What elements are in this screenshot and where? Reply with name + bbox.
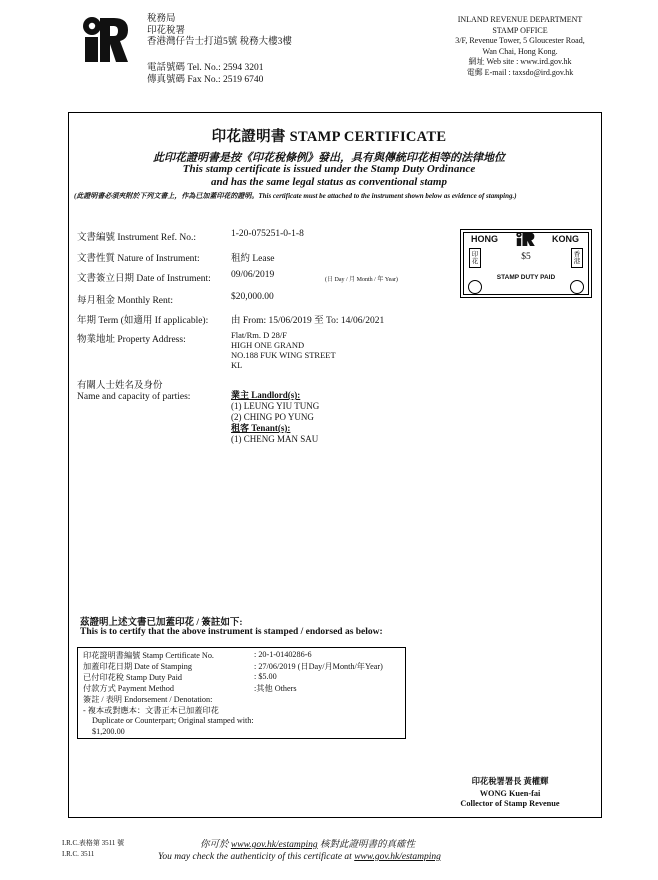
monthly-rent-value: $20,000.00	[231, 292, 274, 302]
address-line-3: NO.188 FUK WING STREET	[231, 350, 336, 360]
header-en-line-3: 3/F, Revenue Tower, 5 Gloucester Road,	[455, 36, 585, 45]
property-address	[231, 330, 336, 370]
duty-paid-value: : $5.00	[254, 672, 277, 681]
authenticity-url-en[interactable]: www.gov.hk/estamping	[354, 852, 441, 862]
endorsement-label: 簽註 / 表明 Endorsement / Denotation:	[83, 695, 213, 704]
parties-label-en: Name and capacity of parties:	[77, 392, 191, 402]
stamp-side-left: 印花	[469, 248, 481, 268]
certificate-subtitle-zh: 此印花證明書是按《印花稅條例》發出，具有與傳統印花相等的法律地位	[153, 152, 505, 164]
certify-statement-en: This is to certify that the above instrument is stamped / endorsed as below:	[80, 627, 383, 637]
address-line-1: Flat/Rm. D 28/F	[231, 330, 287, 340]
instrument-date-value: 09/06/2019	[231, 270, 275, 280]
authenticity-zh	[200, 836, 415, 850]
certificate-subtitle-en-2: and has the same legal status as conventional stamp	[211, 176, 447, 188]
parties-label-zh: 有關人士姓名及身份	[77, 381, 163, 391]
stamp-hong: HONG	[471, 234, 498, 244]
header-zh-block	[147, 14, 292, 49]
landlord-2: (2) CHING PO YUNG	[231, 412, 314, 422]
header-en-line-1: INLAND REVENUE DEPARTMENT	[457, 15, 583, 24]
header-zh-line-1: 稅務局	[147, 14, 176, 24]
stamp-duty-paid-stamp	[460, 229, 592, 298]
collector-name: WONG Kuen-fai	[479, 789, 541, 798]
form-number-zh: I.R.C.表格第 3511 號	[62, 839, 125, 847]
ird-logo	[80, 14, 130, 64]
certificate-title: 印花證明書 STAMP CERTIFICATE	[211, 129, 447, 145]
endorsement-line-1: - 複本或對應本：文書正本已加蓋印花	[83, 706, 219, 715]
header-zh-line-3: 香港灣仔告士打道5號 稅務大樓3樓	[147, 37, 292, 47]
endorsement-line-2: Duplicate or Counterpart; Original stamped with:	[92, 716, 254, 725]
monthly-rent-label: 每月租金 Monthly Rent:	[77, 296, 174, 306]
nature-value: 租約 Lease	[231, 254, 275, 264]
stamp-seal-left-icon	[468, 280, 482, 294]
header-zh-line-2: 印花稅署	[147, 25, 186, 36]
instrument-date-label: 文書簽立日期 Date of Instrument:	[77, 274, 211, 284]
nature-label: 文書性質 Nature of Instrument:	[77, 254, 200, 264]
stamping-date-label: 加蓋印花日期 Date of Stamping	[83, 662, 192, 671]
payment-method-label: 付款方式 Payment Method	[83, 684, 174, 693]
cert-no-value: : 20-1-0140286-6	[254, 650, 312, 659]
stamp-ir-logo-icon	[515, 231, 537, 247]
certificate-note: (此證明書必須夾附於下列文書上，作為已加蓋印花的證明。This certificate must be attached to the instrument shown below as evidence of stamping.)	[74, 192, 517, 200]
landlord-1: (1) LEUNG YIU TUNG	[231, 401, 320, 411]
header-website[interactable]: 網址 Web site : www.ird.gov.hk	[468, 57, 572, 66]
authenticity-zh-pre: 你可於	[200, 840, 231, 850]
header-en-block	[420, 15, 620, 78]
header-fax: 傳真號碼 Fax No.: 2519 6740	[147, 74, 264, 85]
header-en-line-4: Wan Chai, Hong Kong.	[482, 46, 558, 56]
parties-block	[231, 390, 319, 445]
header-en-line-2: STAMP OFFICE	[492, 25, 548, 35]
instrument-ref-value: 1-20-075251-0-1-8	[231, 229, 304, 239]
header-tel: 電話號碼 Tel. No.: 2594 3201	[147, 63, 264, 73]
property-address-label: 物業地址 Property Address:	[77, 335, 186, 345]
term-label: 年期 Term (如適用 If applicable):	[77, 316, 209, 326]
date-format-hint: (日 Day / 月 Month / 年 Year)	[325, 277, 398, 283]
stamp-kong: KONG	[552, 234, 579, 244]
stamping-date-value: : 27/06/2019 (日Day/月Month/年Year)	[254, 662, 383, 671]
cert-no-label: 印花證明書編號 Stamp Certificate No.	[83, 651, 214, 660]
payment-method-value: :其他 Others	[254, 684, 297, 693]
instrument-ref-label: 文書編號 Instrument Ref. No.:	[77, 233, 197, 243]
authenticity-en-pre: You may check the authenticity of this certificate at	[158, 852, 355, 862]
header-email[interactable]: 電郵 E-mail : taxsdo@ird.gov.hk	[466, 67, 574, 77]
authenticity-url-zh[interactable]: www.gov.hk/estamping	[230, 840, 318, 850]
parties-label	[77, 381, 190, 403]
certificate-subtitle-en-1: This stamp certificate is issued under the Stamp Duty Ordinance	[182, 163, 476, 175]
endorsement-line-3: $1,200.00	[92, 727, 125, 736]
authenticity-zh-post: 核對此證明書的真確性	[317, 840, 416, 850]
stamp-side-right: 香港	[571, 248, 583, 268]
certify-statement-zh: 茲證明上述文書已加蓋印花 / 簽註如下:	[80, 618, 243, 628]
term-value: 由 From: 15/06/2019 至 To: 14/06/2021	[231, 316, 385, 326]
header-phone-block	[147, 63, 264, 86]
form-number-en: I.R.C. 3511	[62, 850, 95, 858]
tenant-1: (1) CHENG MAN SAU	[231, 434, 319, 444]
stamp-amount: $5	[521, 252, 531, 262]
address-line-2: HIGH ONE GRAND	[231, 340, 305, 350]
duty-paid-label: 已付印花稅 Stamp Duty Paid	[83, 673, 182, 682]
stamp-seal-right-icon	[570, 280, 584, 294]
authenticity-en	[158, 852, 441, 862]
address-line-4: KL	[231, 360, 243, 370]
collector-zh: 印花稅署署長 黃權輝	[471, 777, 549, 786]
stamp-caption: STAMP DUTY PAID	[496, 274, 556, 281]
landlord-heading: 業主 Landlord(s):	[231, 390, 301, 400]
collector-title: Collector of Stamp Revenue	[460, 799, 560, 808]
tenant-heading: 租客 Tenant(s):	[231, 423, 291, 433]
